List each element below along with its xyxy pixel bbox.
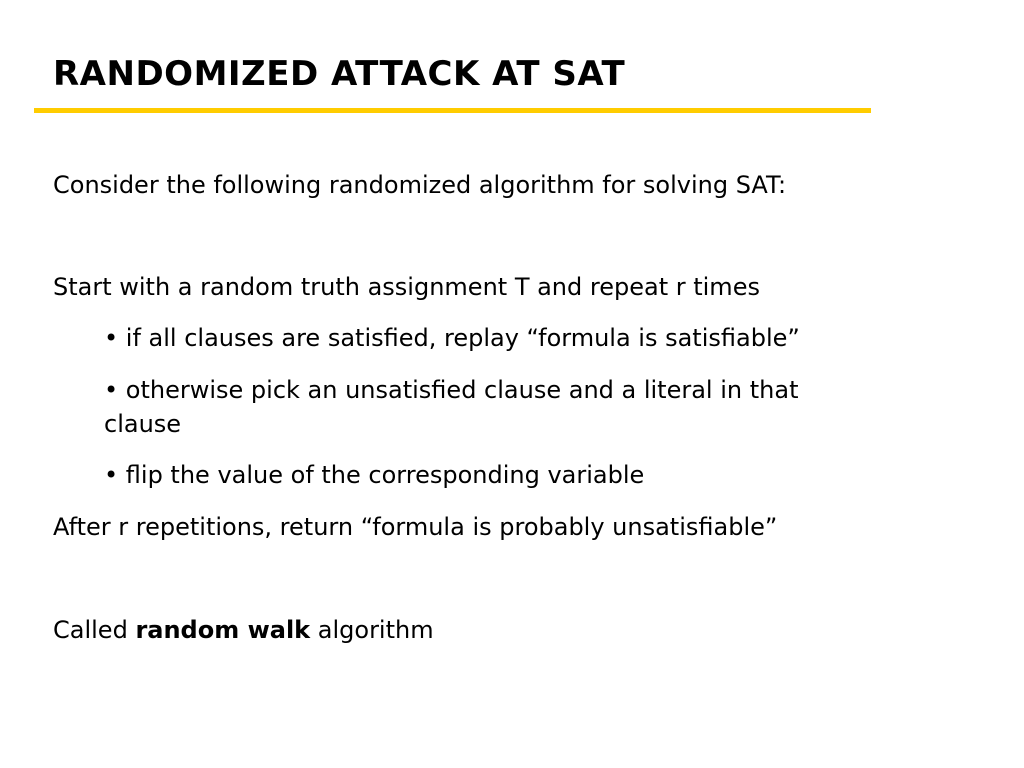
title-underline xyxy=(34,108,871,113)
random-walk-term: random walk xyxy=(135,616,311,644)
bullet-item-satisfied: • if all clauses are satisfied, replay “formula is satisfiable” xyxy=(104,324,800,352)
called-suffix: algorithm xyxy=(310,616,434,644)
after-repetitions-text: After r repetitions, return “formula is probably unsatisfiable” xyxy=(53,513,778,541)
algorithm-start-text: Start with a random truth assignment T and repeat r times xyxy=(53,273,760,301)
called-prefix: Called xyxy=(53,616,136,644)
bullet-item-pick-clause-continued: clause xyxy=(104,410,182,438)
bullet-item-flip-variable: • flip the value of the corresponding variable xyxy=(104,461,645,489)
called-text xyxy=(53,613,434,647)
bullet-item-pick-clause: • otherwise pick an unsatisfied clause and a literal in that xyxy=(104,376,799,404)
slide-title: RANDOMIZED ATTACK AT SAT xyxy=(53,54,626,94)
intro-text: Consider the following randomized algorithm for solving SAT: xyxy=(53,171,787,199)
